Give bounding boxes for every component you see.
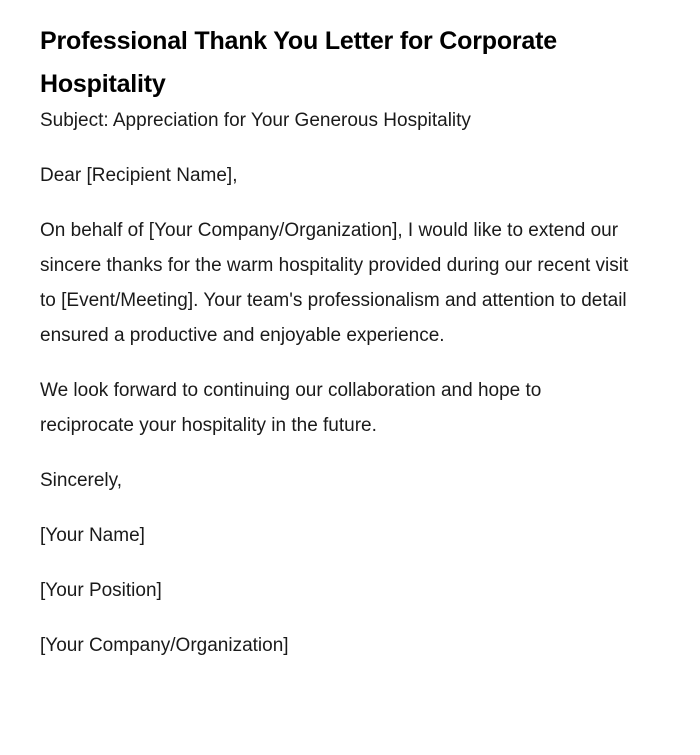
- letter-subject: Subject: Appreciation for Your Generous Hospitality: [40, 110, 471, 131]
- letter-body-paragraph-1: On behalf of [Your Company/Organization], I would like to extend our sincere thanks for the warm hospitality provided during our recent visit to [Event/Meeting]. Your team's professionalism and attention to detail ensured a productive and enjoyable experience.: [40, 220, 629, 346]
- letter-document: [40, 20, 640, 663]
- letter-body-paragraph-2: We look forward to continuing our collaboration and hope to reciprocate your hospitality in the future.: [40, 380, 542, 436]
- letter-closing: Sincerely,: [40, 470, 123, 491]
- letter-title: Professional Thank You Letter for Corporate Hospitality: [40, 27, 557, 98]
- letter-salutation: Dear [Recipient Name],: [40, 165, 238, 186]
- sender-company: [Your Company/Organization]: [40, 635, 289, 656]
- sender-position: [Your Position]: [40, 580, 162, 601]
- sender-name: [Your Name]: [40, 525, 145, 546]
